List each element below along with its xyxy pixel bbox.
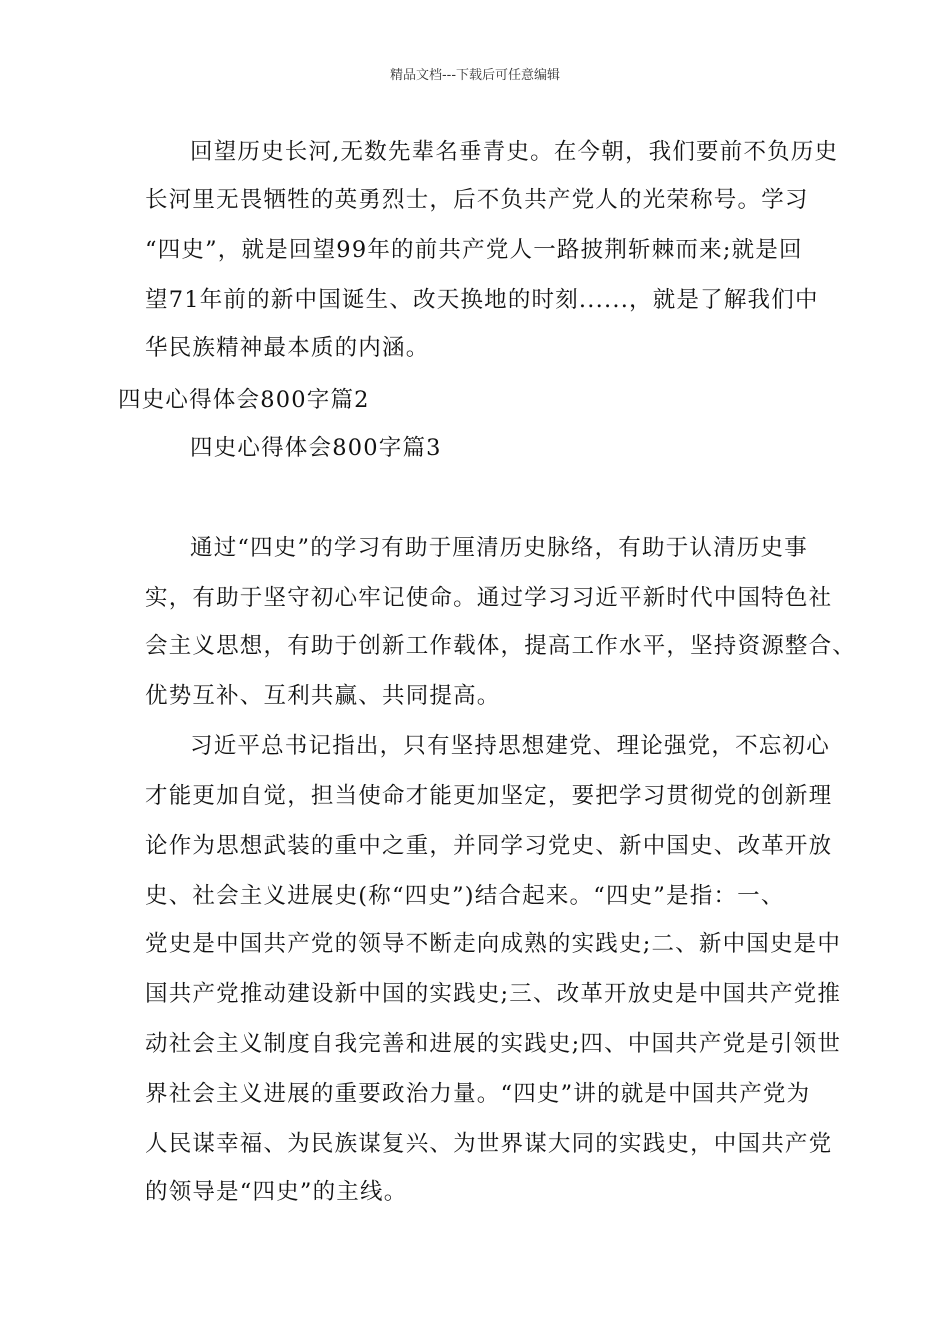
text-line: 动社会主义制度自我完善和进展的实践史;四、中国共产党是引领世	[145, 1031, 842, 1057]
text-line: 人民谋幸福、为民族谋复兴、为世界谋大同的实践史，中国共产党	[145, 1131, 833, 1157]
text-line: 优势互补、互利共赢、共同提高。	[145, 683, 501, 709]
section-heading: 四史心得体会800字篇2	[118, 387, 370, 413]
text-line: 论作为思想武装的重中之重，并同学习党史、新中国史、改革开放	[145, 833, 833, 859]
text-line: “四史”，就是回望99年的前共产党人一路披荆斩棘而来;就是回	[145, 237, 803, 263]
text-line: 习近平总书记指出，只有坚持思想建党、理论强党，不忘初心	[190, 733, 830, 759]
text-line: 望71年前的新中国诞生、改天换地的时刻......，就是了解我们中	[145, 287, 819, 313]
text-line: 界社会主义进展的重要政治力量。“四史”讲的就是中国共产党为	[145, 1081, 811, 1107]
page-header: 精品文档---下载后可任意编辑	[389, 68, 561, 83]
text-line: 的领导是“四史”的主线。	[145, 1179, 408, 1205]
text-line: 才能更加自觉，担当使命才能更加坚定，要把学习贯彻党的创新理	[145, 783, 833, 809]
text-line: 会主义思想，有助于创新工作载体，提高工作水平，坚持资源整合、	[145, 633, 857, 659]
text-line: 通过“四史”的学习有助于厘清历史脉络，有助于认清历史事	[190, 535, 808, 561]
section-heading: 四史心得体会800字篇3	[190, 435, 442, 461]
text-line: 国共产党推动建设新中国的实践史;三、改革开放史是中国共产党推	[145, 981, 842, 1007]
text-line: 华民族精神最本质的内涵。	[145, 335, 430, 361]
text-line: 实，有助于坚守初心牢记使命。通过学习习近平新时代中国特色社	[145, 585, 833, 611]
text-line: 长河里无畏牺牲的英勇烈士，后不负共产党人的光荣称号。学习	[145, 187, 809, 213]
text-line: 党史是中国共产党的领导不断走向成熟的实践史;二、新中国史是中	[145, 931, 842, 957]
text-line: 回望历史长河,无数先辈名垂青史。在今朝，我们要前不负历史	[190, 139, 839, 165]
text-line: 史、社会主义进展史(称“四史”)结合起来。“四史”是指：一、	[145, 883, 785, 909]
